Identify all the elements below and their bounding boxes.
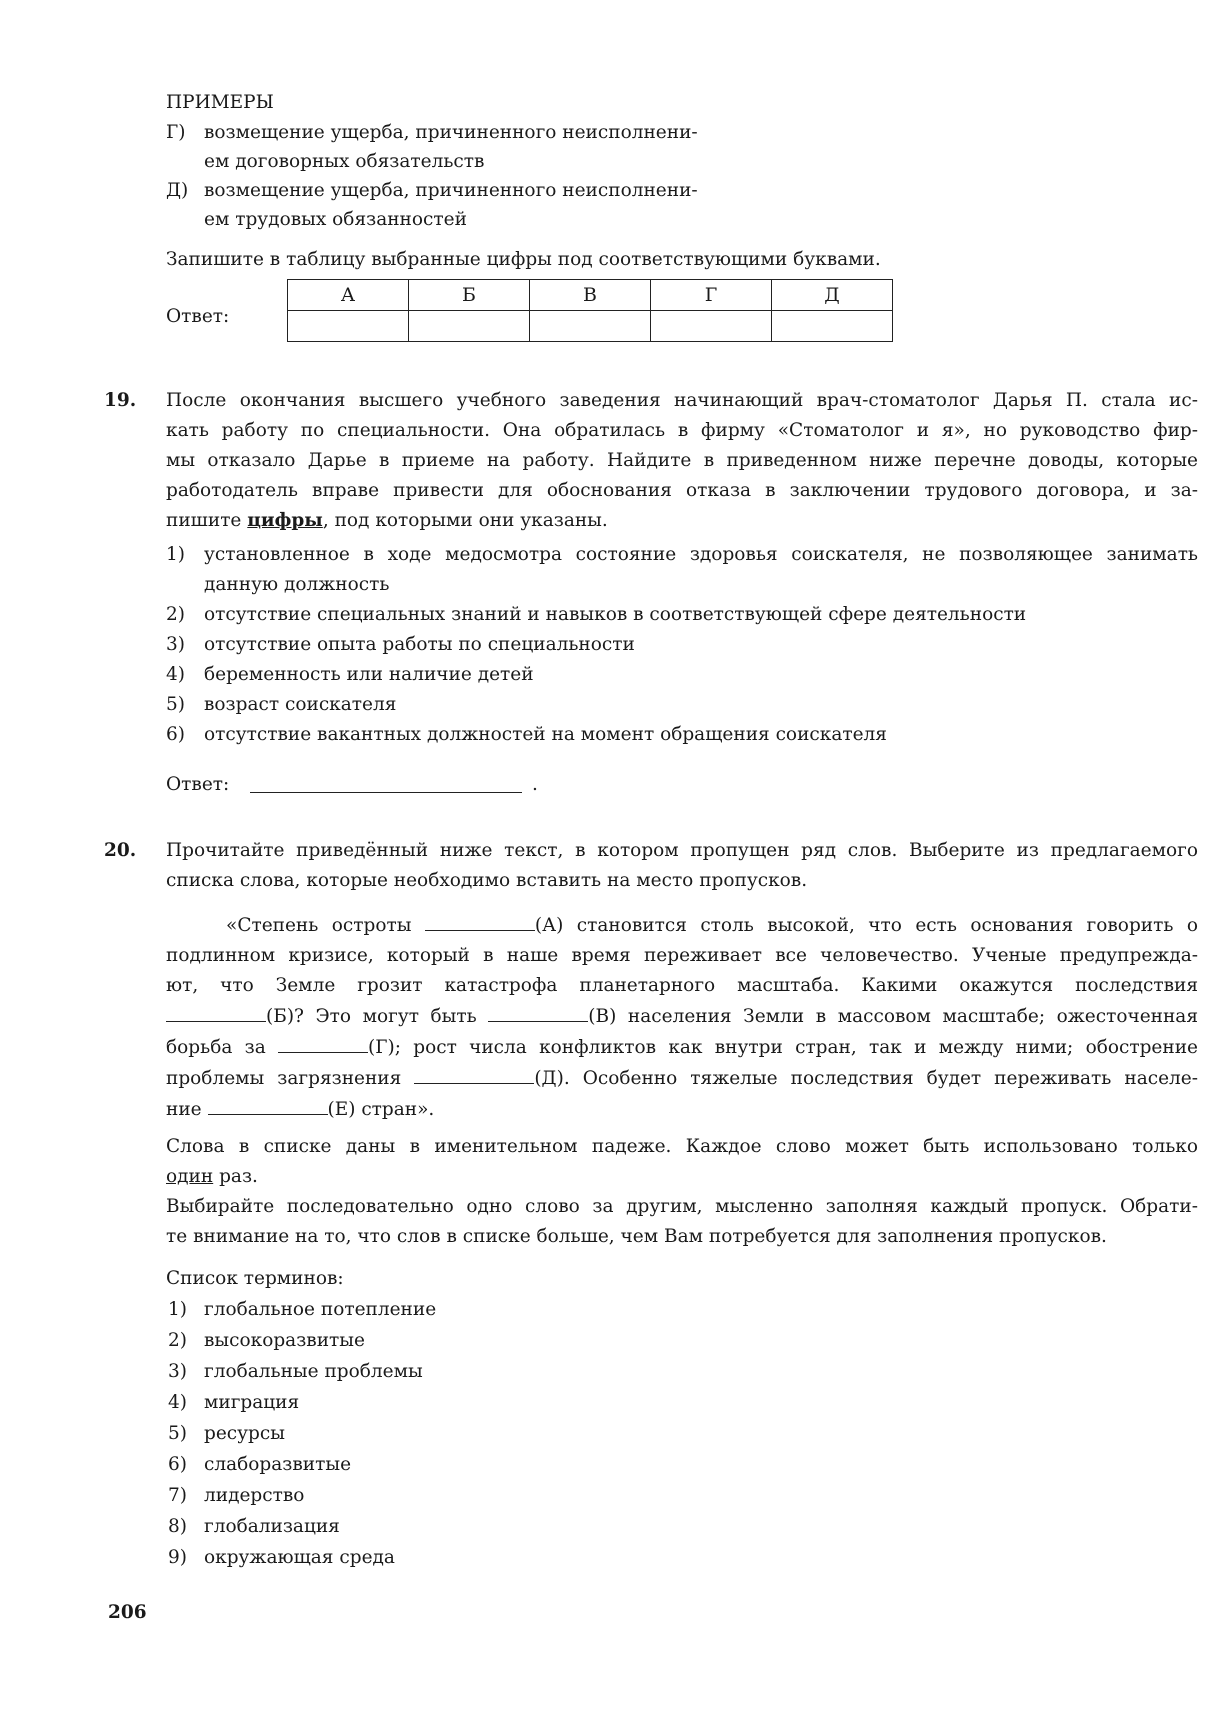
text-fragment: (В) населения Земли в массовом масштабе; ожесточенная: [588, 1006, 1199, 1027]
question-number: 19.: [104, 390, 137, 411]
gap-e-blank[interactable]: [208, 1094, 328, 1115]
term-text: лидерство: [204, 1485, 305, 1506]
list-item: [168, 1326, 365, 1356]
gap-v-blank[interactable]: [488, 1001, 588, 1022]
answer-label: Ответ:: [166, 306, 230, 327]
answer-table-header-row: [288, 280, 893, 311]
term-number: 7): [168, 1485, 187, 1506]
text-line: [166, 1001, 1198, 1032]
term-number: 9): [168, 1547, 187, 1568]
term-number: 6): [168, 1454, 187, 1475]
example-text: возмещение ущерба, причиненного неисполнени-: [204, 122, 698, 143]
text-line: Прочитайте приведённый ниже текст, в котором пропущен ряд слов. Выберите из предлагаемого: [166, 840, 1198, 861]
terms-list-title: Список терминов:: [166, 1268, 344, 1289]
list-item: [168, 1419, 285, 1449]
term-text: высокоразвитые: [204, 1330, 365, 1351]
answer-cell-a[interactable]: [288, 311, 409, 342]
text-fragment: (Г); рост числа конфликтов как внутри стран, так и между ними; обострение: [368, 1037, 1198, 1058]
table-instruction: Запишите в таблицу выбранные цифры под соответствующими буквами.: [166, 249, 881, 270]
text-line: списка слова, которые необходимо вставить на место пропусков.: [166, 870, 808, 891]
question-19-text: [166, 386, 1198, 536]
text-fragment: ние: [166, 1099, 208, 1120]
text-fragment: проблемы загрязнения: [166, 1068, 415, 1089]
answer-period: .: [532, 774, 538, 795]
option-number: 5): [166, 694, 185, 715]
answer-table-header: Г: [651, 280, 772, 311]
question-20-intro: [166, 836, 1198, 896]
text-line: [166, 506, 1198, 536]
text-line: Выбирайте последовательно одно слово за другим, мысленно заполняя каждый пропуск. Обрати-: [166, 1196, 1198, 1217]
text-line: ют, что Земле грозит катастрофа планетарного масштаба. Какими окажутся последствия: [166, 975, 1198, 996]
list-item: [168, 1388, 299, 1418]
list-item: [168, 1512, 340, 1542]
text-line: [166, 1032, 1198, 1063]
text-line: кать работу по специальности. Она обратилась в фирму «Стоматолог и я», но руководство фир-: [166, 420, 1198, 441]
term-text: окружающая среда: [204, 1547, 395, 1568]
term-text: слаборазвитые: [204, 1454, 352, 1475]
term-text: глобализация: [204, 1516, 340, 1537]
answer-table-header: Б: [409, 280, 530, 311]
text-line: [166, 1094, 1198, 1125]
option-text: отсутствие специальных знаний и навыков в соответствующей сфере деятельности: [204, 604, 1027, 625]
option-text: [204, 540, 1198, 600]
emphasis-text: цифры: [247, 510, 323, 531]
emphasis-text: один: [166, 1166, 214, 1187]
text-line: [166, 1063, 1198, 1094]
example-text: возмещение ущерба, причиненного неисполнени-: [204, 180, 698, 201]
answer-cell-v[interactable]: [530, 311, 651, 342]
gap-b-blank[interactable]: [166, 1001, 266, 1022]
text-fragment: (А) становится столь высокой, что есть основания говорить о: [534, 915, 1198, 936]
text-line: [166, 910, 1198, 941]
answer-cell-b[interactable]: [409, 311, 530, 342]
option-number: 1): [166, 544, 185, 565]
example-letter: Г): [166, 122, 186, 143]
list-item: [168, 1543, 395, 1573]
answer-table-input-row: [288, 311, 893, 342]
example-text: ем трудовых обязанностей: [204, 209, 467, 230]
answer-table-header: Д: [772, 280, 893, 311]
option-number: 2): [166, 604, 185, 625]
text-line: подлинном кризисе, который в наше время переживает все человечество. Ученые предупрежда-: [166, 945, 1198, 966]
option-text: беременность или наличие детей: [204, 664, 534, 685]
list-item: [168, 1357, 423, 1387]
answer-cell-g[interactable]: [651, 311, 772, 342]
gap-fill-text: [166, 910, 1198, 1125]
list-item: [168, 1295, 436, 1325]
examples-heading: ПРИМЕРЫ: [166, 92, 274, 113]
answer-table: [287, 279, 893, 342]
option-text: возраст соискателя: [204, 694, 397, 715]
list-item: [168, 1481, 304, 1511]
example-text: ем договорных обязательств: [204, 151, 485, 172]
text-line: установленное в ходе медосмотра состояние здоровья соискателя, не позволяющее занимать: [204, 544, 1198, 565]
option-text: отсутствие опыта работы по специальности: [204, 634, 635, 655]
list-item: [168, 1450, 351, 1480]
gap-a-blank[interactable]: [425, 910, 535, 931]
example-letter: Д): [166, 180, 189, 201]
answer-label: Ответ:: [166, 774, 230, 795]
term-number: 1): [168, 1299, 187, 1320]
text-fragment: (Б)? Это могут быть: [266, 1006, 489, 1027]
term-number: 2): [168, 1330, 187, 1351]
answer-table-header: В: [530, 280, 651, 311]
term-text: миграция: [204, 1392, 300, 1413]
term-number: 3): [168, 1361, 187, 1382]
term-text: ресурсы: [204, 1423, 285, 1444]
text-line: данную должность: [204, 574, 390, 595]
option-number: 3): [166, 634, 185, 655]
gap-d-blank[interactable]: [414, 1063, 534, 1084]
text-fragment: раз.: [213, 1166, 258, 1187]
option-number: 6): [166, 724, 185, 745]
gap-g-blank[interactable]: [278, 1032, 368, 1053]
option-number: 4): [166, 664, 185, 685]
text-fragment: (Д). Особенно тяжелые последствия будет переживать населе-: [534, 1068, 1198, 1089]
answer-table-header: А: [288, 280, 409, 311]
text-line: После окончания высшего учебного заведения начинающий врач-стоматолог Дарья П. стала ис-: [166, 390, 1198, 411]
text-line: мы отказало Дарье в приеме на работу. Найдите в приведенном ниже перечне доводы, которые: [166, 450, 1198, 471]
text-fragment: борьба за: [166, 1037, 279, 1058]
term-number: 4): [168, 1392, 187, 1413]
answer-line[interactable]: [250, 770, 522, 793]
text-fragment: «Степень остроты: [226, 915, 425, 936]
term-number: 5): [168, 1423, 187, 1444]
term-text: глобальное потепление: [204, 1299, 437, 1320]
term-number: 8): [168, 1516, 187, 1537]
answer-cell-d[interactable]: [772, 311, 893, 342]
text-fragment: (Е) стран».: [327, 1099, 435, 1120]
text-line: работодатель вправе привести для обоснования отказа в заключении трудового договора, и за-: [166, 480, 1198, 501]
term-text: глобальные проблемы: [204, 1361, 423, 1382]
option-text: отсутствие вакантных должностей на момент обращения соискателя: [204, 724, 887, 745]
text-line: Слова в списке даны в именительном падеже. Каждое слово может быть использовано только: [166, 1136, 1198, 1157]
text-fragment: пишите: [166, 510, 248, 531]
text-line: те внимание на то, что слов в списке больше, чем Вам потребуется для заполнения пропусков.: [166, 1226, 1107, 1247]
text-line: [166, 1162, 1198, 1192]
page-number: 206: [108, 1602, 147, 1623]
question-number: 20.: [104, 840, 137, 861]
rules-text: [166, 1132, 1198, 1252]
text-fragment: , под которыми они указаны.: [322, 510, 608, 531]
